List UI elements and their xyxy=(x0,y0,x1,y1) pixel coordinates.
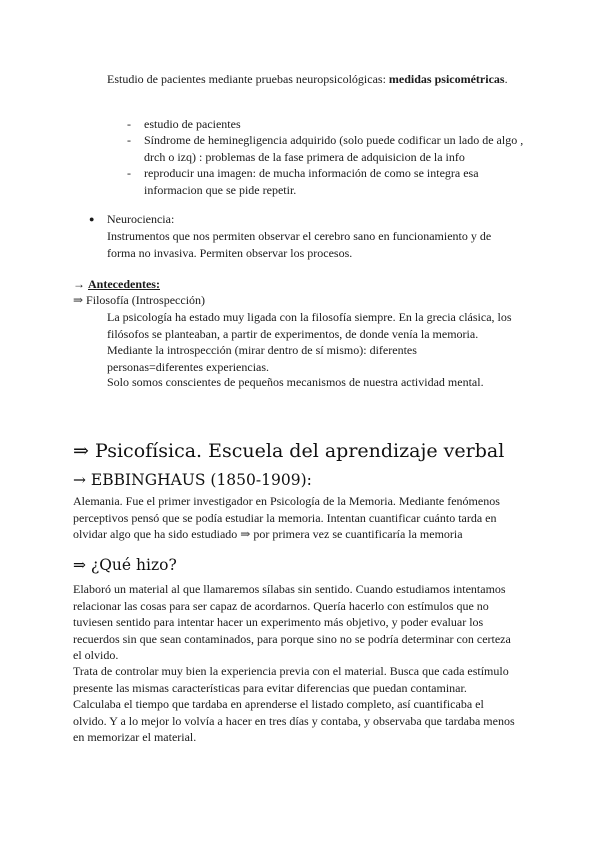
intro-suffix: . xyxy=(504,72,508,86)
antecedentes-label: Antecedentes: xyxy=(88,277,160,291)
que-hizo-heading: ⇒ ¿Qué hizo? xyxy=(73,556,177,574)
antecedentes-para: La psicología ha estado muy ligada con la filosofía siempre. En la grecia clásica, los filósofos se planteaban, a partir de experimentos, de donde venía la memoria. xyxy=(107,310,512,341)
neuro-body: Instrumentos que nos permiten observar el cerebro sano en funcionamiento y de forma no invasiva. Permiten observar los procesos. xyxy=(107,229,492,260)
dash-item: Síndrome de heminegligencia adquirido (solo puede codificar un lado de algo , drch o izq) : problemas de la fase primera de adquisicion de la info xyxy=(144,133,524,164)
arrow-icon: → xyxy=(73,277,88,291)
intro-text: Estudio de pacientes mediante pruebas neuropsicológicas: xyxy=(107,72,389,86)
dash-item: reproducir una imagen: de mucha información de como se integra esa informacion que se pide repetir. xyxy=(144,166,479,197)
filosofia-subheading: ⇒ Filosofía (Introspección) xyxy=(73,293,206,307)
intro-line xyxy=(107,72,508,87)
ebbinghaus-heading: → EBBINGHAUS (1850-1909): xyxy=(73,471,312,489)
ebbinghaus-body: Alemania. Fue el primer investigador en Psicología de la Memoria. Mediante fenómenos perceptivos pensó que se podía estudiar la memoria. Intentan cuantificar cuánto tarda en olvidar algo que ha sido estudiado ⇒ por primera vez se cuantificaría la memoria xyxy=(73,494,500,541)
intro-bold-term: medidas psicométricas xyxy=(388,72,505,86)
antecedentes-para: Solo somos conscientes de pequeños mecanismos de nuestra actividad mental. xyxy=(107,375,484,389)
psicofisica-heading: ⇒ Psicofísica. Escuela del aprendizaje verbal xyxy=(73,440,505,462)
antecedentes-heading xyxy=(73,277,160,292)
dash-marker: - xyxy=(127,117,131,131)
bullet-icon: ● xyxy=(89,214,95,224)
que-hizo-para: Elaboró un material al que llamaremos sílabas sin sentido. Cuando estudiamos intentamos relacionar las cosas para ser capaz de acordarnos. Quería hacerlo con estímulos que no tuviesen sentido para intentar hacer un experimento más objetivo, y poder evaluar los recuerdos sin que sean contaminados, para porque sino no se podría determinar con certeza el olvido. xyxy=(73,582,511,662)
dash-item: estudio de pacientes xyxy=(144,117,241,131)
dash-marker: - xyxy=(127,133,131,147)
neuro-title: Neurociencia: xyxy=(107,212,175,226)
antecedentes-para: Mediante la introspección (mirar dentro de sí mismo): diferentes personas=diferentes experiencias. xyxy=(107,343,417,374)
dash-marker: - xyxy=(127,166,131,180)
que-hizo-para: Trata de controlar muy bien la experiencia previa con el material. Busca que cada estímulo presente las mismas características para evitar diferencias que puedan contaminar. Calculaba el tiempo que tardaba en aprenderse el listado completo, así cuantificaba el olvido. Y a lo mejor lo volvía a hacer en tres días y contaba, y observaba que tardaba menos en memorizar el material. xyxy=(73,664,515,744)
